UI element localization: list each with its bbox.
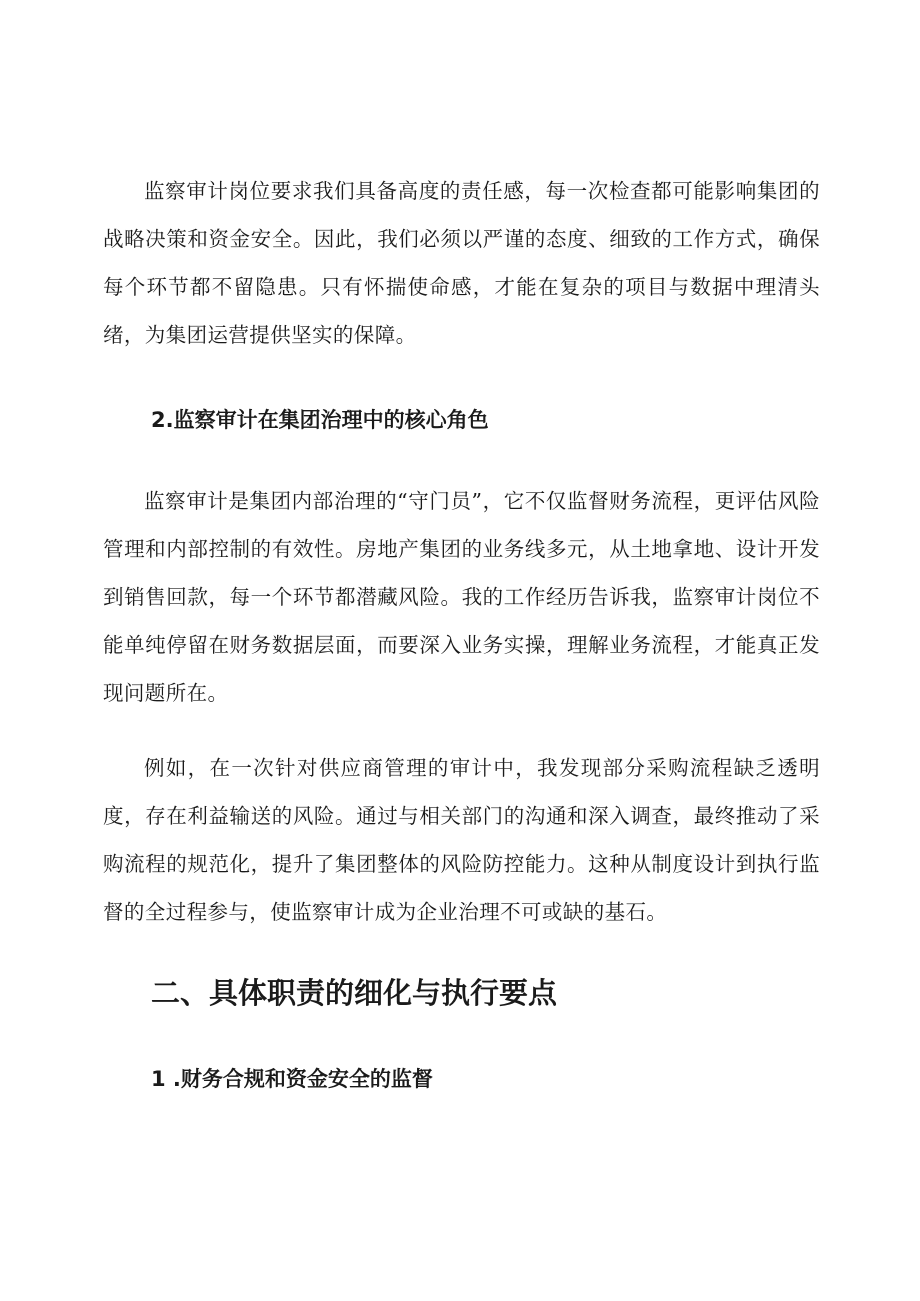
section-heading: 二、具体职责的细化与执行要点 [151,976,558,1010]
subsection-heading: 2.监察审计在集团治理中的核心角色 [151,408,489,432]
body-paragraph: 监察审计是集团内部治理的“守门员”，它不仅监督财务流程，更评估风险管理和内部控制的有效性。房地产集团的业务线多元，从土地拿地、设计开发到销售回款，每一个环节都潜藏风险。我的工作经历告诉我，监察审计岗位不能单纯停留在财务数据层面，而要深入业务实操，理解业务流程，才能真正发现问题所在。 [103,489,820,705]
subsection-heading: 1 .财务合规和资金安全的监督 [151,1067,433,1091]
body-paragraph: 例如，在一次针对供应商管理的审计中，我发现部分采购流程缺乏透明度，存在利益输送的风险。通过与相关部门的沟通和深入调查，最终推动了采购流程的规范化，提升了集团整体的风险防控能力。这种从制度设计到执行监督的全过程参与，使监察审计成为企业治理不可或缺的基石。 [103,756,820,924]
body-paragraph: 监察审计岗位要求我们具备高度的责任感，每一次检查都可能影响集团的战略决策和资金安全。因此，我们必须以严谨的态度、细致的工作方式，确保每个环节都不留隐患。只有怀揣使命感，才能在复杂的项目与数据中理清头绪，为集团运营提供坚实的保障。 [103,179,820,347]
